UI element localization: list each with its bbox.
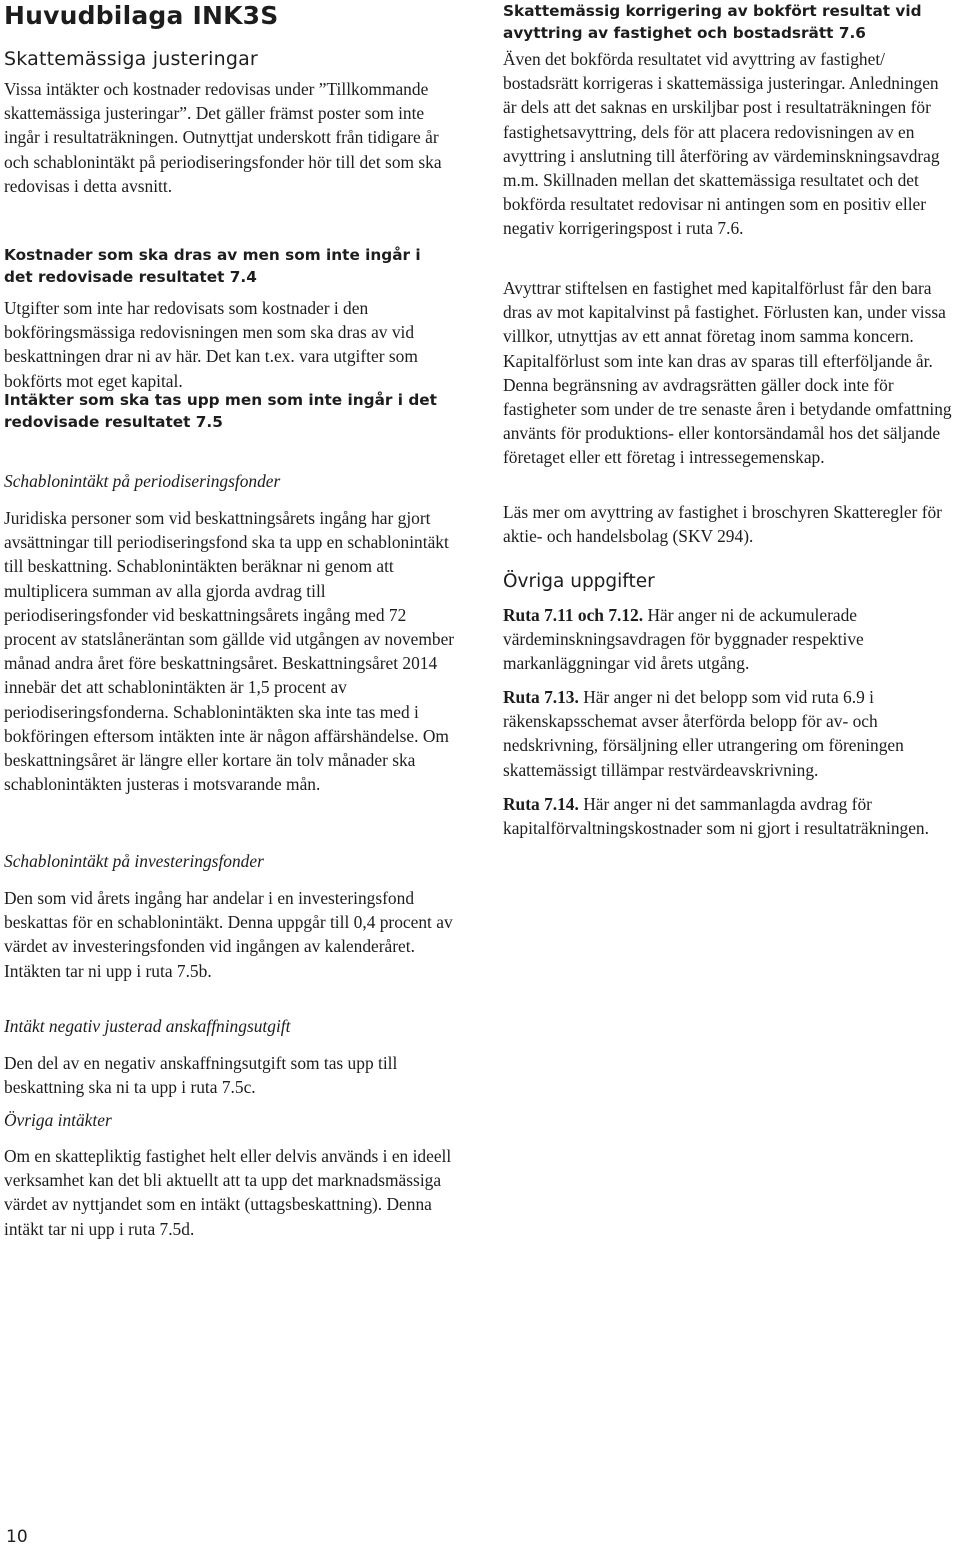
section-title-ovriga-uppgifter: Övriga uppgifter bbox=[503, 571, 655, 592]
heading-kostnader-7-4: Kostnader som ska dras av men som inte ingår i det redovisade resultatet 7.4 bbox=[4, 246, 421, 286]
paragraph-kostnader: Utgifter som inte har redovisats som kostnader i den bokföringsmässiga redovisningen men som ska dras av vid beskattningen drar ni av här. Det kan t.ex. vara utgifter som bokförts mot eget kapital. bbox=[4, 298, 418, 391]
subheading-negativ-anskaffningsutgift: Intäkt negativ justerad anskaffningsutgift bbox=[4, 1016, 291, 1036]
paragraph-negativ-anskaffningsutgift: Den del av en negativ anskaffningsutgift som tas upp till beskattning ska ni ta upp i ruta 7.5c. bbox=[4, 1053, 398, 1098]
paragraph-ruta-7-14 bbox=[503, 792, 953, 840]
ruta-7-14-label: Ruta 7.14. bbox=[503, 794, 579, 814]
paragraph-schablonintakt-investeringsfonder: Den som vid årets ingång har andelar i en investeringsfond beskattas för en schablonintäkt. Denna uppgår till 0,4 procent av värdet av investeringsfonden vid ingången av kalenderåret. Intäkten tar ni upp i ruta 7.5b. bbox=[4, 888, 453, 981]
ruta-7-13-text: Här anger ni det belopp som vid ruta 6.9 i räkenskapsschemat avser återförda belopp för av- och nedskrivning, försäljning eller utrangering om föreningen skattemässigt tillämpar restvärdeavskrivning. bbox=[503, 687, 904, 780]
heading-korrigering-7-6: Skattemässig korrigering av bokfört resultat vid avyttring av fastighet och bostadsrätt 7.6 bbox=[503, 2, 922, 42]
ruta-7-13-label: Ruta 7.13. bbox=[503, 687, 579, 707]
section-title-skattemassiga-justeringar: Skattemässiga justeringar bbox=[4, 48, 258, 70]
paragraph-ruta-7-13 bbox=[503, 685, 953, 782]
paragraph-schablonintakt-periodiseringsfonder: Juridiska personer som vid beskattningsårets ingång har gjort avsättningar till periodiseringsfond ska ta upp en schablonintäkt till beskattning. Schablonintäkten beräknar ni genom att multiplicera summan av alla gjorda avdrag till periodiseringsfonder vid beskattningsårets ingång med 72 procent av statslåneräntan som gällde vid utgången av november månad andra året före beskattningsåret. Beskattningsåret 2014 innebär det att schablonintäkten är 1,5 procent av periodiseringsfonderna. Schablonintäkten ska inte tas med i bokföringen eftersom intäkten inte är någon affärshändelse. Om beskattningsåret är längre eller kortare än tolv månader ska schablonintäkten justeras i motsvarande mån. bbox=[4, 508, 455, 795]
ruta-7-14-text: Här anger ni det sammanlagda avdrag för kapitalförvaltningskostnader som ni gjort i resultaträkningen. bbox=[503, 794, 929, 839]
intro-paragraph: Vissa intäkter och kostnader redovisas under ”Tillkommande skattemässiga justeringar”. Det gäller främst poster som inte ingår i resultaträkningen. Outnyttjat underskott från tidigare år och schablonintäkt på periodiseringsfonder hör till det som ska redovisas i detta avsnitt. bbox=[4, 79, 442, 196]
paragraph-las-mer: Läs mer om avyttring av fastighet i broschyren Skatteregler för aktie- och handelsbolag (SKV 294). bbox=[503, 502, 942, 547]
ruta-7-11-label: Ruta 7.11 och 7.12. bbox=[503, 605, 644, 625]
subheading-ovriga-intakter: Övriga intäkter bbox=[4, 1110, 112, 1130]
paragraph-korrigering: Även det bokförda resultatet vid avyttring av fastighet/ bostadsrätt korrigeras i skattemässiga justeringar. Anledningen är dels att det saknas en urskiljbar post i resultaträkningen för fastighetsavyttring, dels för att placera redovisningen av en avyttring i anslutning till återföring av värdeminskningsavdrag m.m. Skillnaden mellan det skattemässiga resultatet och det bokförda resultatet redovisar ni antingen som en positiv eller negativ korrigeringspost i ruta 7.6. bbox=[503, 49, 940, 239]
page-title: Huvudbilaga INK3S bbox=[4, 1, 279, 30]
ruta-7-11-text: Här anger ni de ackumulerade värdeminskningsavdragen för byggnader respektive markanläggningar vid årets utgång. bbox=[503, 605, 864, 674]
subheading-schablonintakt-periodiseringsfonder: Schablonintäkt på periodiseringsfonder bbox=[4, 471, 281, 491]
subheading-schablonintakt-investeringsfonder: Schablonintäkt på investeringsfonder bbox=[4, 851, 264, 871]
paragraph-avyttrar: Avyttrar stiftelsen en fastighet med kapitalförlust får den bara dras av mot kapitalvinst på fastighet. Förlusten kan, under vissa villkor, utnyttjas av ett annat företag inom samma koncern. Kapitalförlust som inte kan dras av sparas till efterföljande år. Denna begränsning av avdragsrätten gäller dock inte för fastigheter som under de tre senaste åren i betydande omfattning använts för produktions- eller kontorsändamål hos det säljande företaget eller ett företag i intressegemenskap. bbox=[503, 278, 952, 468]
paragraph-ovriga-intakter: Om en skattepliktig fastighet helt eller delvis används i en ideell verksamhet kan det bli aktuellt att ta upp det marknadsmässiga värdet av nyttjandet som en intäkt (uttagsbeskattning). Denna intäkt tar ni upp i ruta 7.5d. bbox=[4, 1146, 452, 1239]
paragraph-ruta-7-11 bbox=[503, 603, 953, 676]
page-number: 10 bbox=[6, 1527, 28, 1547]
heading-intakter-7-5: Intäkter som ska tas upp men som inte ingår i det redovisade resultatet 7.5 bbox=[4, 391, 437, 431]
